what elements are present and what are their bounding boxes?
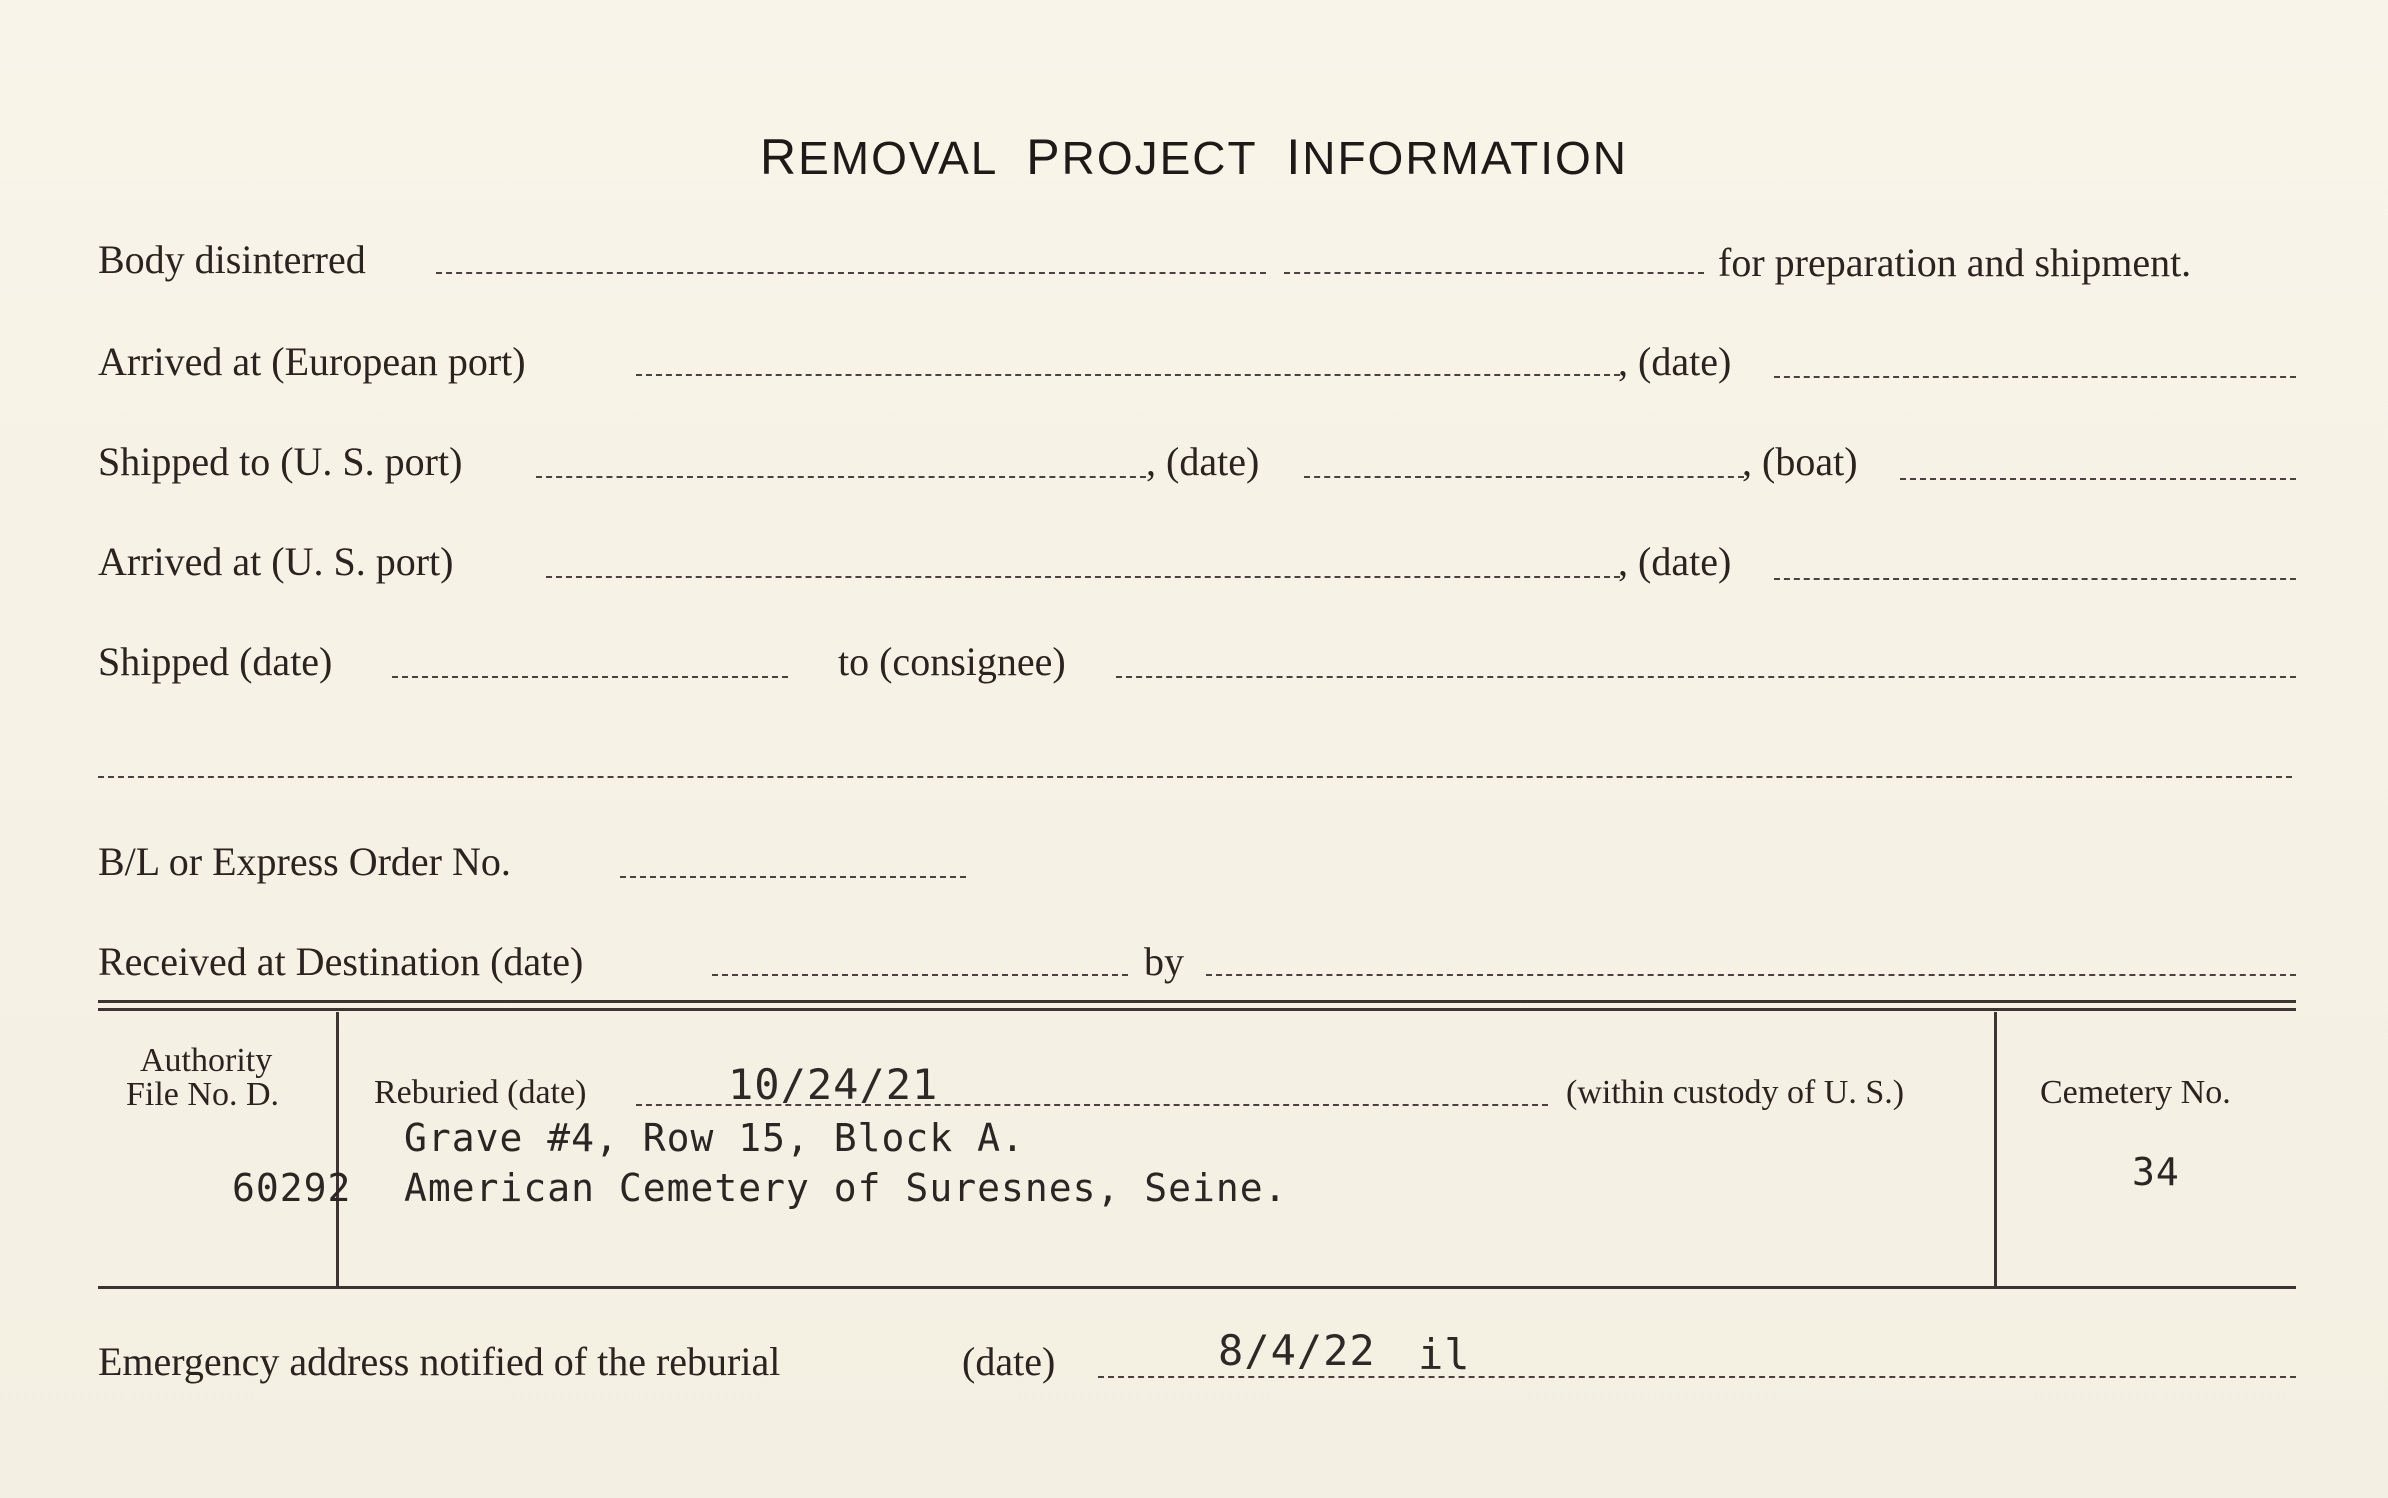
title-letter: I	[1286, 129, 1303, 185]
title-word: ROJECT	[1061, 132, 1257, 184]
file-number: 60292	[232, 1166, 352, 1210]
title-letter: P	[1026, 129, 1062, 185]
section-bottom-rule	[98, 1286, 2296, 1289]
us-port-field[interactable]	[536, 476, 1146, 478]
date-label-3: , (date)	[1618, 539, 1732, 584]
section-divider-top	[98, 1000, 2296, 1003]
european-date-field[interactable]	[1774, 376, 2296, 378]
body-disinterred-field-2[interactable]	[1284, 272, 1704, 274]
bl-order-field[interactable]	[620, 876, 966, 878]
page-title	[0, 128, 2388, 186]
consignee-continuation-field[interactable]	[98, 776, 2292, 778]
section-divider-bottom	[98, 1008, 2296, 1011]
reburied-date-value: 10/24/21	[728, 1060, 939, 1109]
bl-order-label: B/L or Express Order No.	[98, 839, 511, 884]
body-disinterred-label: Body disinterred	[98, 237, 366, 282]
file-no-label: File No. D.	[126, 1076, 279, 1113]
cemetery-no-label: Cemetery No.	[2040, 1074, 2231, 1111]
body-disinterred-field[interactable]	[436, 272, 1266, 274]
emergency-label: Emergency address notified of the reburial	[98, 1339, 781, 1384]
arrived-european-label: Arrived at (European port)	[98, 339, 526, 384]
shipped-date-label: Shipped (date)	[98, 639, 333, 684]
received-by-field[interactable]	[1206, 974, 2296, 976]
consignee-label: to (consignee)	[838, 639, 1066, 684]
column-divider-left	[336, 1012, 339, 1286]
clerk-initials: il	[1418, 1330, 1471, 1379]
emergency-date-label: (date)	[962, 1339, 1056, 1384]
reburied-label: Reburied (date)	[374, 1074, 587, 1111]
received-date-field[interactable]	[712, 974, 1128, 976]
prep-shipment-label: for preparation and shipment.	[1718, 240, 2192, 285]
arrived-us-date-field[interactable]	[1774, 578, 2296, 580]
arrived-us-label: Arrived at (U. S. port)	[98, 539, 454, 584]
european-port-field[interactable]	[636, 374, 1620, 376]
emergency-date-field[interactable]	[1098, 1376, 2296, 1378]
custody-label: (within custody of U. S.)	[1566, 1074, 1905, 1111]
grave-location: Grave #4, Row 15, Block A.	[404, 1116, 1025, 1160]
cemetery-number: 34	[2132, 1150, 2180, 1194]
shipped-to-label: Shipped to (U. S. port)	[98, 439, 463, 484]
boat-label: , (boat)	[1742, 439, 1858, 484]
title-letter: R	[759, 129, 799, 185]
authority-label: Authority	[140, 1042, 273, 1079]
title-word: NFORMATION	[1302, 132, 1629, 184]
shipped-date-field[interactable]	[1304, 476, 1744, 478]
received-dest-label: Received at Destination (date)	[98, 939, 584, 984]
boat-field[interactable]	[1900, 478, 2296, 480]
emergency-date-value: 8/4/22	[1218, 1326, 1376, 1375]
title-word: EMOVAL	[798, 132, 997, 184]
shipped-date-field-2[interactable]	[392, 676, 788, 678]
consignee-field[interactable]	[1116, 676, 2296, 678]
arrived-us-field[interactable]	[546, 576, 1620, 578]
date-label-2: , (date)	[1146, 439, 1260, 484]
column-divider-right	[1994, 1012, 1997, 1286]
by-label: by	[1144, 939, 1184, 984]
date-label-1: , (date)	[1618, 339, 1732, 384]
cemetery-name: American Cemetery of Suresnes, Seine.	[404, 1166, 1288, 1210]
